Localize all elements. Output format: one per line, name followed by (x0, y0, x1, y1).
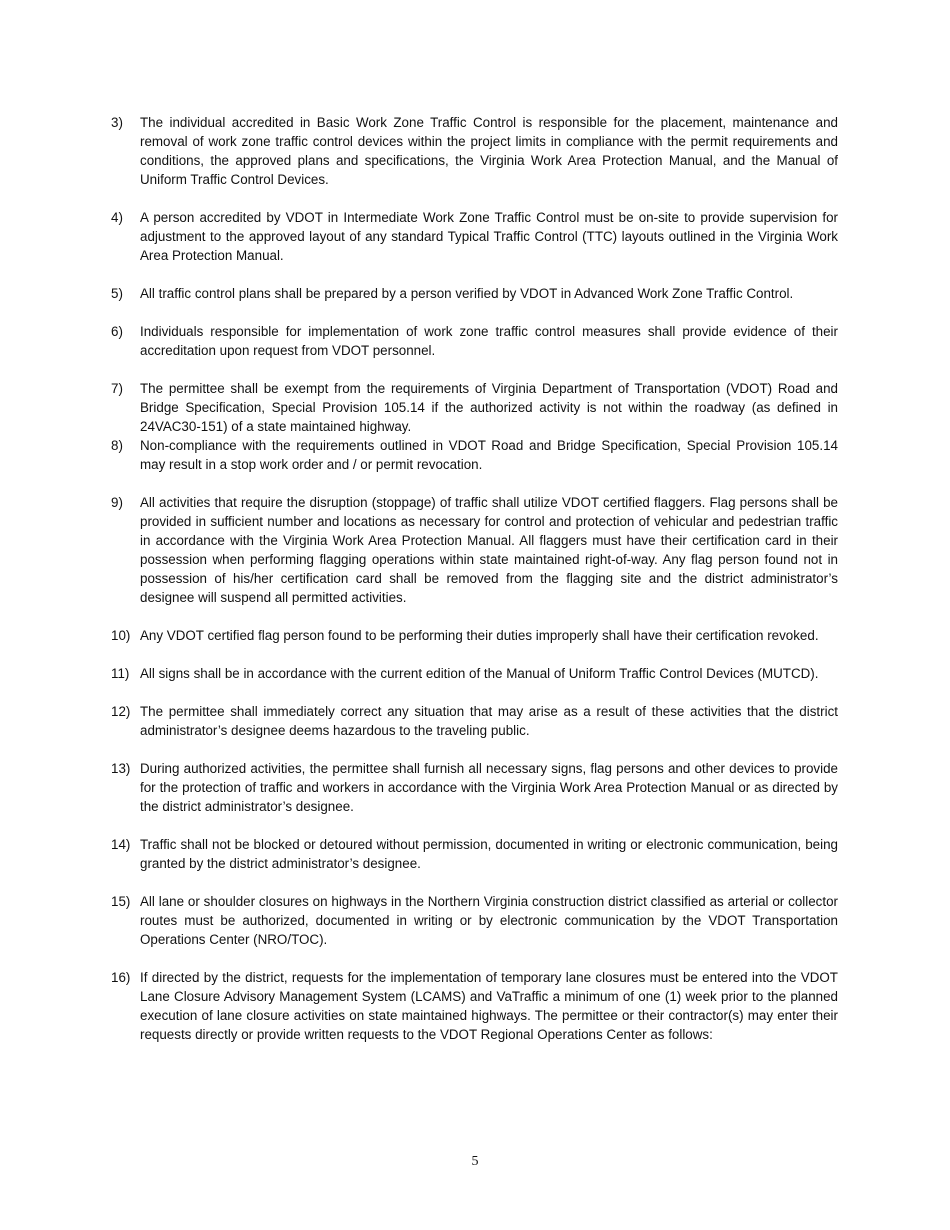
list-item-13 (111, 759, 838, 816)
list-item-number: 10) (111, 628, 131, 643)
list-item-number: 15) (111, 894, 131, 909)
list-item-number: 13) (111, 761, 131, 776)
list-item-7 (111, 379, 838, 436)
list-item-text: The permittee shall be exempt from the requirements of Virginia Department of Transportation (VDOT) Road and Bridge Specification, Special Provision 105.14 if the authorized activity is not within the roadway (as defined in 24VAC30-151) of a state maintained highway. (140, 381, 838, 434)
list-item-text: A person accredited by VDOT in Intermediate Work Zone Traffic Control must be on-site to provide supervision for adjustment to the approved layout of any standard Typical Traffic Control (TTC) layouts outlined in the Virginia Work Area Protection Manual. (140, 210, 838, 263)
list-item-16 (111, 968, 838, 1044)
list-item-12 (111, 702, 838, 740)
list-item-number: 14) (111, 837, 131, 852)
list-item-text: Traffic shall not be blocked or detoured without permission, documented in writing or electronic communication, being granted by the district administrator’s designee. (140, 837, 838, 871)
list-item-3 (111, 113, 838, 189)
list-item-14 (111, 835, 838, 873)
list-item-6 (111, 322, 838, 360)
list-item-15 (111, 892, 838, 949)
list-item-text: Any VDOT certified flag person found to be performing their duties improperly shall have their certification revoked. (140, 628, 819, 643)
list-item-number: 16) (111, 970, 131, 985)
list-item-number: 7) (111, 381, 123, 396)
list-item-8 (111, 436, 838, 474)
list-item-text: If directed by the district, requests for the implementation of temporary lane closures must be entered into the VDOT Lane Closure Advisory Management System (LCAMS) and VaTraffic a minimum of one (1) week prior to the planned execution of lane closure activities on state maintained highways. The permittee or their contractor(s) may enter their requests directly or provide written requests to the VDOT Regional Operations Center as follows: (140, 970, 838, 1042)
list-item-9 (111, 493, 838, 607)
list-item-number: 9) (111, 495, 123, 510)
list-item-11 (111, 664, 838, 683)
list-item-number: 12) (111, 704, 131, 719)
list-item-number: 8) (111, 438, 123, 453)
list-item-number: 3) (111, 115, 123, 130)
list-item-text: During authorized activities, the permittee shall furnish all necessary signs, flag persons and other devices to provide for the protection of traffic and workers in accordance with the Virginia Work Area Protection Manual or as directed by the district administrator’s designee. (140, 761, 838, 814)
list-item-text: The permittee shall immediately correct any situation that may arise as a result of these activities that the district administrator’s designee deems hazardous to the traveling public. (140, 704, 838, 738)
list-item-text: The individual accredited in Basic Work Zone Traffic Control is responsible for the placement, maintenance and removal of work zone traffic control devices within the project limits in compliance with the permit requirements and conditions, the approved plans and specifications, the Virginia Work Area Protection Manual, and the Manual of Uniform Traffic Control Devices. (140, 115, 838, 187)
page-number: 5 (471, 1154, 479, 1169)
list-item-text: All signs shall be in accordance with the current edition of the Manual of Uniform Traffic Control Devices (MUTCD). (140, 666, 819, 681)
list-item-4 (111, 208, 838, 265)
list-item-number: 6) (111, 324, 123, 339)
list-item-10 (111, 626, 838, 645)
list-item-text: All activities that require the disruption (stoppage) of traffic shall utilize VDOT certified flaggers. Flag persons shall be provided in sufficient number and locations as necessary for control and protection of vehicular and pedestrian traffic in accordance with the Virginia Work Area Protection Manual. All flaggers must have their certification card in their possession when performing flagging operations within state maintained right-of-way. Any flag person found not in possession of his/her certification card shall be removed from the flagging site and the district administrator’s designee will suspend all permitted activities. (140, 495, 838, 605)
document-body (111, 113, 838, 1063)
list-item-text: Individuals responsible for implementation of work zone traffic control measures shall provide evidence of their accreditation upon request from VDOT personnel. (140, 324, 838, 358)
list-item-number: 5) (111, 286, 123, 301)
list-item-text: Non-compliance with the requirements outlined in VDOT Road and Bridge Specification, Special Provision 105.14 may result in a stop work order and / or permit revocation. (140, 438, 838, 472)
list-item-number: 11) (111, 666, 130, 681)
list-item-text: All traffic control plans shall be prepared by a person verified by VDOT in Advanced Work Zone Traffic Control. (140, 286, 794, 301)
list-item-5 (111, 284, 838, 303)
list-item-text: All lane or shoulder closures on highways in the Northern Virginia construction district classified as arterial or collector routes must be authorized, documented in writing or by electronic communication by the VDOT Transportation Operations Center (NRO/TOC). (140, 894, 838, 947)
list-item-number: 4) (111, 210, 123, 225)
